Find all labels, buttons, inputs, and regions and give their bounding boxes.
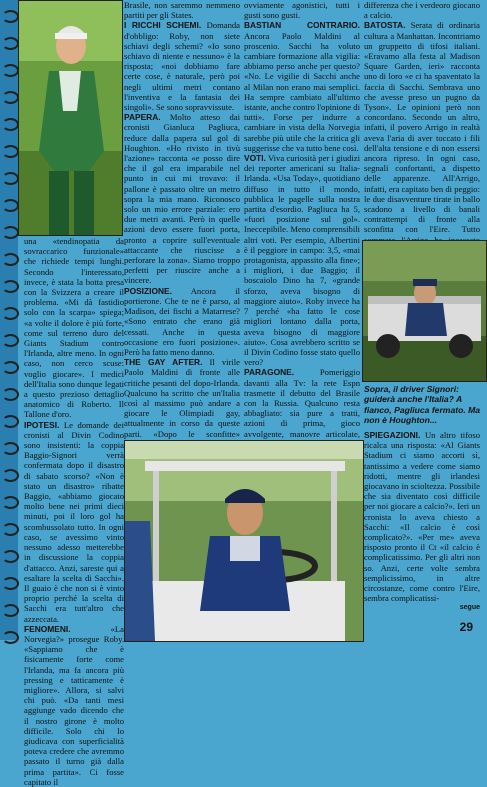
article-column-4-bottom <box>364 430 480 622</box>
col2-paragraph-2: Domanda d'obbligo: Roby, non siete schiavi degli schemi? «Io sono schiavo di niente e nessuno» è la risposta; «noi dobbiamo fare certe cose, è naturale, però poi negli ultimi metri contano l'inventiva e la fantasia dei singoli». Se sono sopravvissute. <box>124 20 240 113</box>
col4-paragraph-2: Serata di ordinaria cultura a Manhattan. Incontriamo un gruppetto di tifosi italiani. «Eravamo alla festa al Madison Square Garden, ieri» racconta uno di loro «e ci ha spaventato la faccia di Sacchi. Sembrava uno che avesse preso un pugno da Tyson». Le opinioni però non concordano. Secondo un altro, infatti, il povero Arrigo in realtà aveva l'aria di aver toccato i fili dell'alta tensione e di non essersi ancora ripreso. In ogni caso, segnali confortanti, a dispetto delle apparenze. All'Arrigo, infatti, era capitato ben di peggio: le due disavventure tirate in ballo scadono a livello di banali contrattempi di fronte alla sconfitta con l'Eire. Tutto <box>364 20 480 235</box>
continued-label: segue <box>459 604 480 612</box>
binding-ring <box>2 280 19 293</box>
binding-ring <box>2 118 19 131</box>
col2-heading-gay-after: THE GAY AFTER. <box>124 357 203 368</box>
article-column-4-top <box>364 0 480 240</box>
col3-heading-bastian: BASTIAN CONTRARIO. <box>244 20 360 31</box>
binding-ring <box>2 469 19 482</box>
binding-ring <box>2 442 19 455</box>
col4-paragraph-1: differenza che i verdeoro giocano a calcio. <box>364 0 480 21</box>
binding-ring <box>2 226 19 239</box>
col2-heading-posizione: POSIZIONE. <box>124 285 172 296</box>
article-column-1 <box>24 236 124 787</box>
photo-man-golf-cart <box>362 240 487 382</box>
col1-paragraph-2: Le domande dei cronisti al Divin Codino sono insistenti: la coppia Baggio-Signori verrà confermata dopo il disastro di sabato scorso? «Non è stato un disastro» ribatte Baggio, «abbiamo giocato molto bene nei primi dieci minuti, poi il loro gol ha scombussolato tutto. In ogni caso, se avessimo vinto nessuno adesso metterebbe in discussione la coppia d'attacco. Anzi, sareste qui a esaltare la scelta di Sacchi». Il guaio è che non si è vinto proprio perché la scelta di Sacchi era tutt'altro che azzeccata. <box>24 419 124 624</box>
col3-heading-voti: VOTI. <box>244 153 266 164</box>
binding-ring <box>2 496 19 509</box>
binding-ring <box>2 334 19 347</box>
col2-heading-schemi: I RICCHI SCHEMI. <box>124 20 202 31</box>
photo-caption <box>364 384 482 426</box>
col2-paragraph-3: Molto atteso dai cronisti Gianluca Pagliuca, reduce dalla papera sul gol di Houghton. «Ho rivisto in tivù l'azione» racconta «e posso dire che il gol era imparabile nel punto in cui mi trovavo: il pallone è passato oltre un metro sopra la mia mano. Riconosco solo un mio errore parziale: ero due metri avanti. Però in quelle azioni devo essere fuori porta, pronto a coprire sull'eventuale attaccante che riuscisse a perforare la zona». Siamo troppo perfetti per riuscire anche a vincere. <box>124 112 240 286</box>
caption-text: Sopra, il driver Signori: guiderà anche l'Italia? A fianco, Pagliuca fermato. Ma non è Houghton... <box>364 384 481 426</box>
binding-ring <box>2 64 19 77</box>
binding-ring <box>2 523 19 536</box>
photo-signori-driving <box>124 440 364 642</box>
col3-paragraph-4: Pomeriggio davanti alla Tv: la rete Espn trasmette il debutto del Brasile con la Russia. Qualcuno resta abbagliato: sia pure a tratti, azioni di prima, gioco avvolgente, manovre articolate, <box>244 367 360 439</box>
binding-ring <box>2 253 19 266</box>
coach-photo-illustration <box>19 1 122 235</box>
binding-ring <box>2 199 19 212</box>
binding-ring <box>2 10 19 23</box>
binding-ring <box>2 631 19 644</box>
col1-paragraph-1: una «tendinopatia da sovraccarico funzionale» che richiede tempi lunghi. Secondo l'interessato, invece, è stata la botta presa con la Svizzera a creare il problema. «Mi dà fastidio solo con la scarpa» spiega; «a volte il dolore è più forte, come sul terreno duro del Giants Stadium contro l'Irlanda, altre meno. In ogni caso, non cerco scuse: voglio giocare». I medici dell'Italia sono dunque legati a questo prezioso dettaglio anatomico di Roberto. Il Tallone d'oro. <box>24 236 124 420</box>
col1-heading-ipotesi: IPOTESI. <box>24 419 60 430</box>
col3-heading-paragone: PARAGONE. <box>244 367 295 378</box>
binding-ring <box>2 388 19 401</box>
col3-paragraph-2: Ancora Paolo Maldini al proscenio. Sacchi ha voluto cambiare formazione alla vigilia: abbiamo perso anche per questo? «No. Le vigilie di Sacchi anche al Milan non erano mai semplici. Ha sempre cambiato all'ultimo istante, anche contro l'opinione di tutti». Forse per indurre a cambiare in vista della Norvegia sarebbe più utile che la critica gli suggerisse che va tutto bene così. <box>244 30 360 153</box>
signori-photo-illustration <box>125 441 363 641</box>
binding-ring <box>2 145 19 158</box>
article-column-2 <box>124 0 240 438</box>
page-number: 29 <box>459 620 473 634</box>
binding-ring <box>2 172 19 185</box>
col4-heading-spiegazioni: SPIEGAZIONI. <box>364 430 421 440</box>
binding-ring <box>2 604 19 617</box>
binding-ring <box>2 415 19 428</box>
col4-heading-batosta: BATOSTA. <box>364 20 406 31</box>
col2-paragraph-5: Il virile Paolo Maldini di fronte alle critiche pesanti del dopo-Irlanda. Qualcuno ha scritto che un'Italia così al massimo può andare a giocare le Olimpiadi gay, attualmente in corso da queste parti. «Dopo le sconfitte» <box>124 357 240 439</box>
golf-cart-photo-illustration <box>363 241 486 381</box>
article-column-3 <box>244 0 360 438</box>
binding-ring <box>2 550 19 563</box>
col1-heading-fenomeni: FENOMENI. <box>24 623 71 634</box>
col2-paragraph-1: Brasile, non saremmo nemmeno partiti per gli States. <box>124 0 240 21</box>
col2-heading-papera: PAPERA. <box>124 112 161 123</box>
binding-ring <box>2 307 19 320</box>
binding-ring <box>2 577 19 590</box>
col3-paragraph-3: Viva curiosità per i giudizi dei reporter americani su Italia-Irlanda. «Usa Today», quotidiano diffuso in tutto il mondo, pubblica le pagelle sulla nostra partita d'esordio. Pagliuca ha 5, «fuori posizione sul gol». Ineccepibile. Meno comprensibili altri voti. Per esempio, Albertini è il peggiore in campo: 3,5, «mai protagonista, appassito alla fine»; i migliori, i due Baggio; il boscaiolo Dino ha 7, «grande sforzo, aveva bisogno di maggiore aiuto». Roby invece ha 7 perché «ha fatto le cose migliori lontano dalla porta, aveva bisogno di maggiore aiuto». Cosa avrebbero scritto se il Divin Codino fosse stato quello vero? <box>244 153 360 368</box>
binding-ring <box>2 37 19 50</box>
spiral-binding <box>0 0 18 640</box>
col4-paragraph-3: Un altro tifoso ricalca una risposta: «Al Giants Stadium ci siamo accorti sì, tantissimo a vedere come siamo ridotti, mentre gli irlandesi giocavano in scioltezza. Possibile che sia diventato così difficile per noi giocare a calcio?». Ieri un cronista lo aveva chiesto a Sacchi: «Il calcio è così complicato?». «Per me» aveva risposto pronto il Ct «il calcio è complicatissimo. Per gli altri non so. Anzi, certe volte sembra semplicissimo, in altre circostanze, come contro l'Eire, sembra complicatissi- <box>364 430 480 604</box>
binding-ring <box>2 91 19 104</box>
col1-paragraph-3: «La Norvegia?» prosegue Roby. «Sappiamo che è fisicamente forte come l'Irlanda, ma fa ancora più pressing e tatticamente è migliore». Allora, si salvi chi può. «Da tanti mesi aggiunge vado dicendo che il nostro girone è molto difficile. Solo chi lo giudicava con superficialità poteva credere che avremmo passato il turno già dalla prima partita». Ci fosse capitato il <box>24 623 124 787</box>
binding-ring <box>2 361 19 374</box>
col2-paragraph-4: Ancora il portierone. Che te ne è parso, al Madison, dei fischi a Matarrese? «Sono entrato che erano già cessati. Anche in questa occasione ero fuori posizione». Però ha fatto meno danno. <box>124 285 240 357</box>
photo-coach-training <box>18 0 123 236</box>
col3-paragraph-1: ovviamente agonistici, tutti i gusti sono gusti. <box>244 0 360 21</box>
